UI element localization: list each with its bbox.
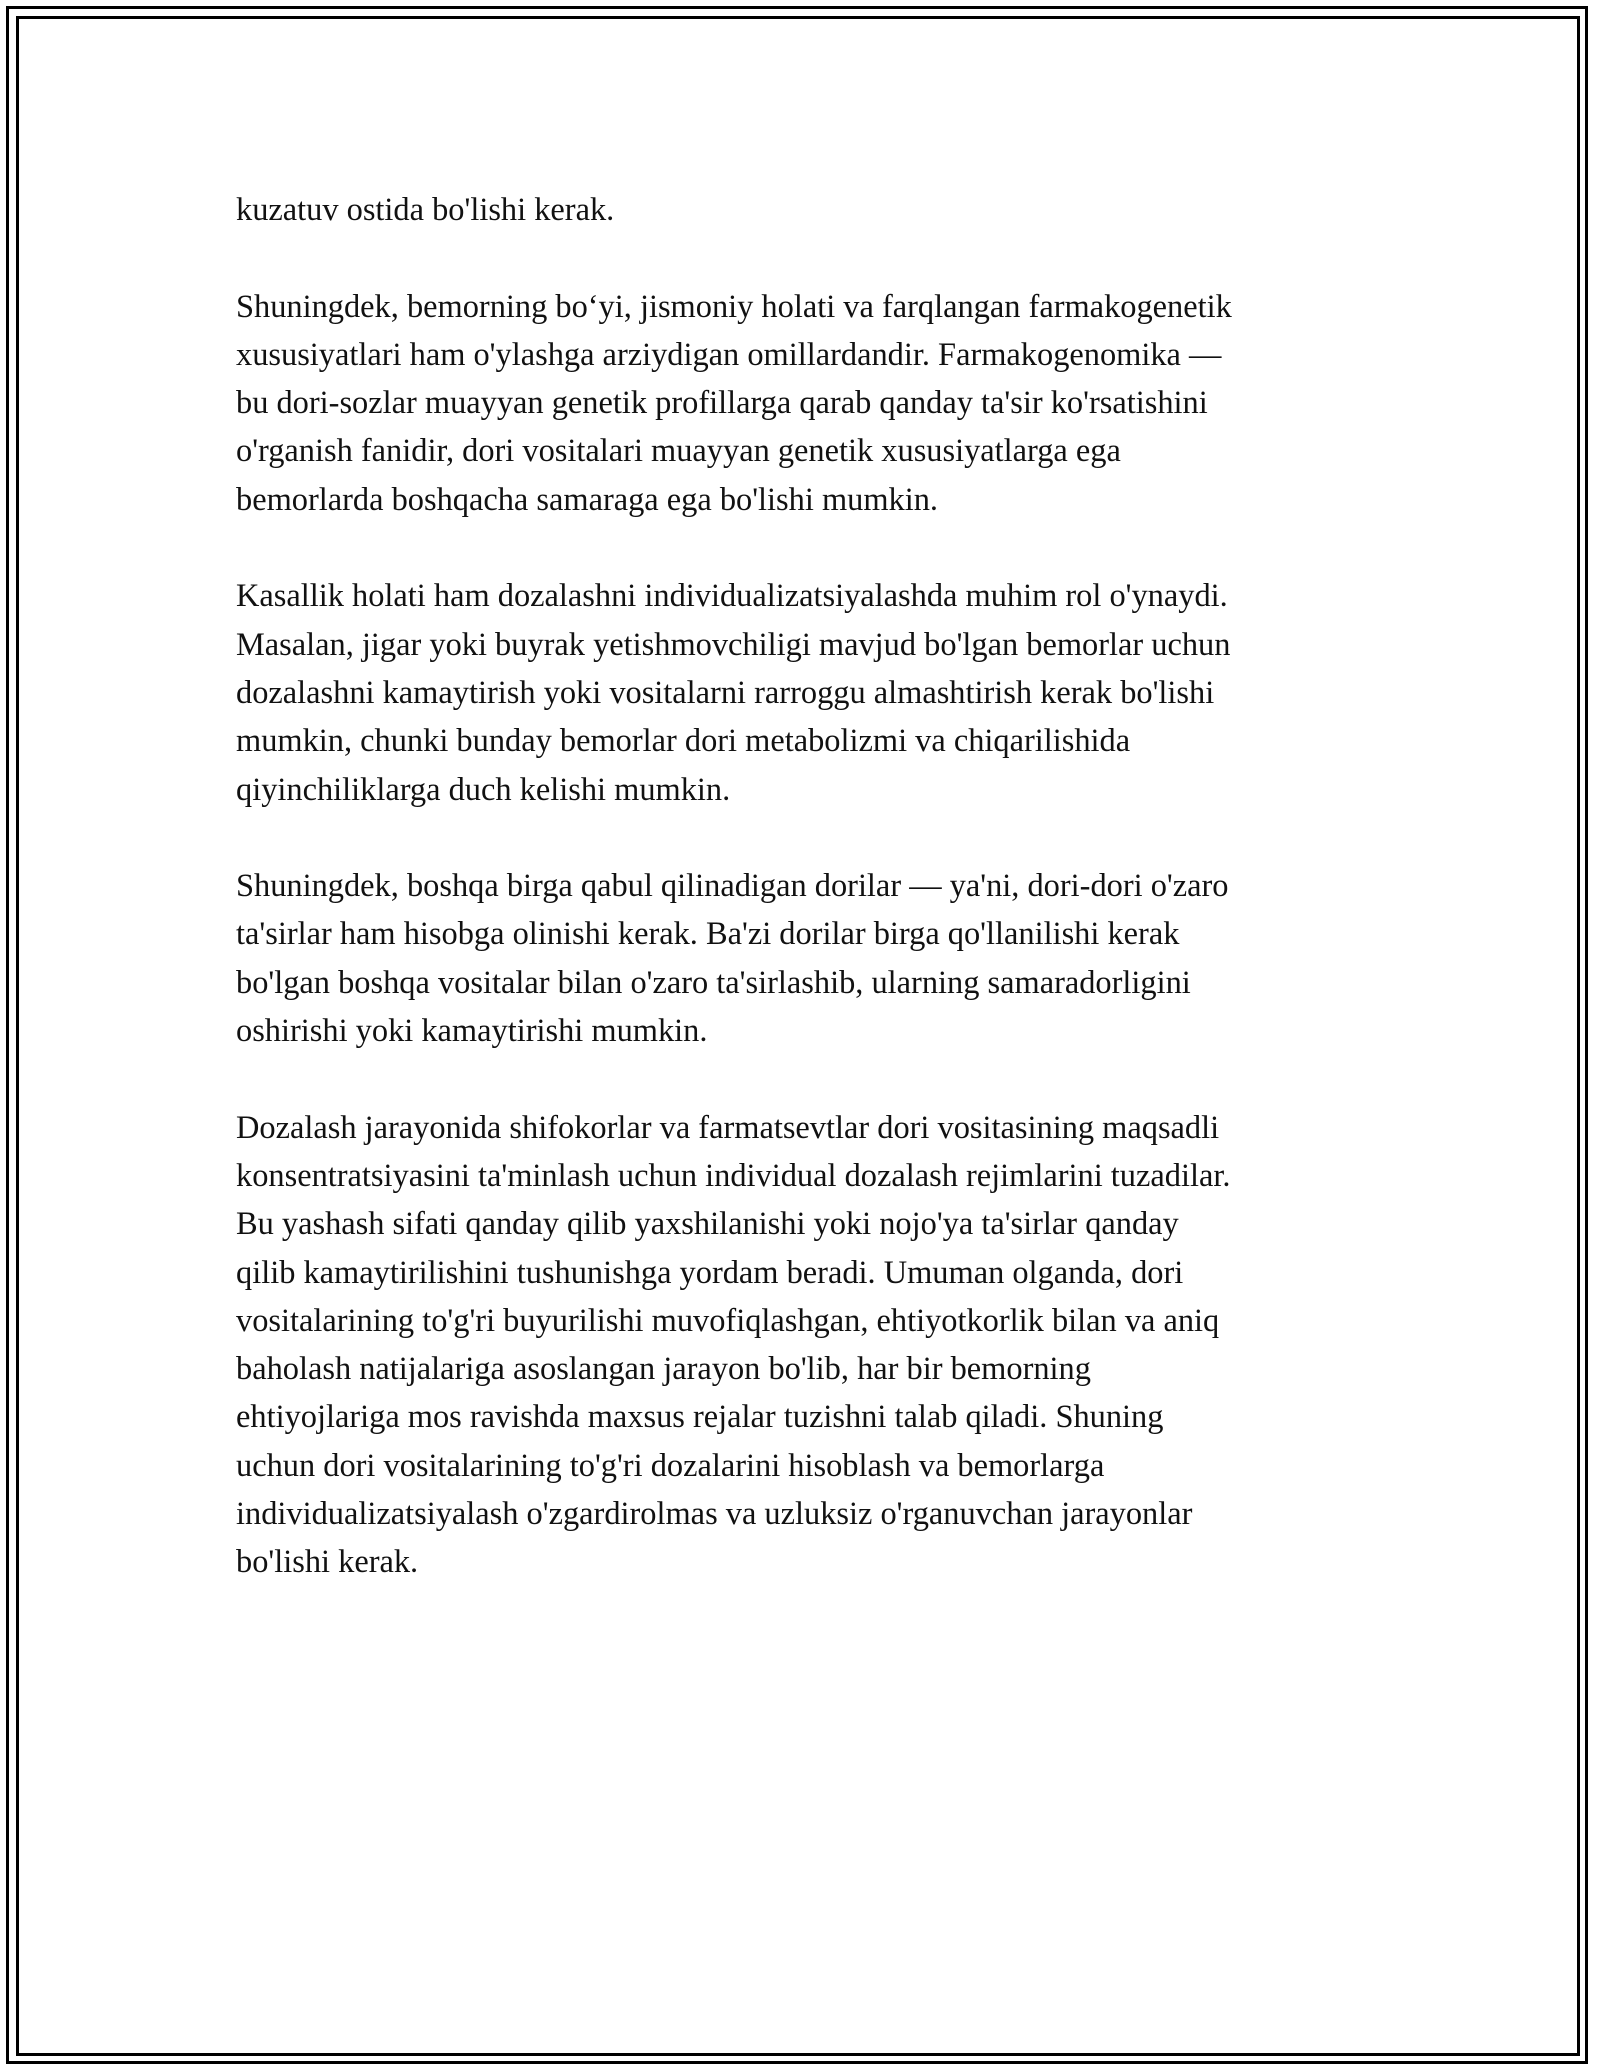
text-line: uchun dori vositalarining to'g'ri dozalarini hisoblash va bemorlarga	[236, 1447, 1105, 1484]
text-line: xususiyatlari ham o'ylashga arziydigan omillardandir. Farmakogenomika —	[236, 336, 1222, 373]
text-line: individualizatsiyalash o'zgardirolmas va uzluksiz o'rganuvchan jarayonlar	[236, 1496, 1193, 1533]
text-line: qilib kamaytirilishini tushunishga yordam beradi. Umuman olganda, dori	[236, 1254, 1184, 1291]
text-line: bo'lishi kerak.	[236, 1544, 419, 1581]
text-line: Shuningdek, bemorning bo‘yi, jismoniy holati va farqlangan farmakogenetik	[236, 288, 1232, 325]
text-line: Masalan, jigar yoki buyrak yetishmovchiligi mavjud bo'lgan bemorlar uchun	[236, 626, 1231, 663]
document-body	[236, 186, 1376, 1635]
text-line: qiyinchiliklarga duch kelishi mumkin.	[236, 771, 731, 808]
paragraph-4	[236, 862, 1376, 1055]
text-line: o'rganish fanidir, dori vositalari muayyan genetik xususiyatlarga ega	[236, 433, 1121, 470]
text-line: konsentratsiyasini ta'minlash uchun individual dozalash rejimlarini tuzadilar.	[236, 1157, 1231, 1194]
text-line: Bu yashash sifati qanday qilib yaxshilanishi yoki nojo'ya ta'sirlar qanday	[236, 1206, 1179, 1243]
paragraph-2	[236, 283, 1376, 524]
text-line: baholash natijalariga asoslangan jarayon bo'lib, har bir bemorning	[236, 1351, 1091, 1388]
text-line: kuzatuv ostida bo'lishi kerak.	[236, 192, 615, 228]
text-line: Dozalash jarayonida shifokorlar va farmatsevtlar dori vositasining maqsadli	[236, 1109, 1220, 1146]
text-line: Kasallik holati ham dozalashni individualizatsiyalashda muhim rol o'ynaydi.	[236, 578, 1228, 615]
text-line: Shuningdek, boshqa birga qabul qilinadigan dorilar — ya'ni, dori-dori o'zaro	[236, 868, 1229, 905]
text-line: mumkin, chunki bunday bemorlar dori metabolizmi va chiqarilishida	[236, 723, 1131, 760]
text-line: bemorlarda boshqacha samaraga ega bo'lishi mumkin.	[236, 481, 939, 518]
text-line: oshirishi yoki kamaytirishi mumkin.	[236, 1013, 708, 1050]
paragraph-5	[236, 1104, 1376, 1587]
paragraph-3	[236, 572, 1376, 813]
paragraph-1	[236, 186, 1376, 234]
text-line: bu dori-sozlar muayyan genetik profillarga qarab qanday ta'sir ko'rsatishini	[236, 385, 1208, 422]
text-line: bo'lgan boshqa vositalar bilan o'zaro ta'sirlashib, ularning samaradorligini	[236, 964, 1191, 1001]
text-line: vositalarining to'g'ri buyurilishi muvofiqlashgan, ehtiyotkorlik bilan va aniq	[236, 1302, 1220, 1339]
text-line: ta'sirlar ham hisobga olinishi kerak. Ba'zi dorilar birga qo'llanilishi kerak	[236, 916, 1180, 953]
text-line: ehtiyojlariga mos ravishda maxsus rejalar tuzishni talab qiladi. Shuning	[236, 1399, 1164, 1436]
text-line: dozalashni kamaytirish yoki vositalarni rarroggu almashtirish kerak bo'lishi	[236, 674, 1215, 711]
